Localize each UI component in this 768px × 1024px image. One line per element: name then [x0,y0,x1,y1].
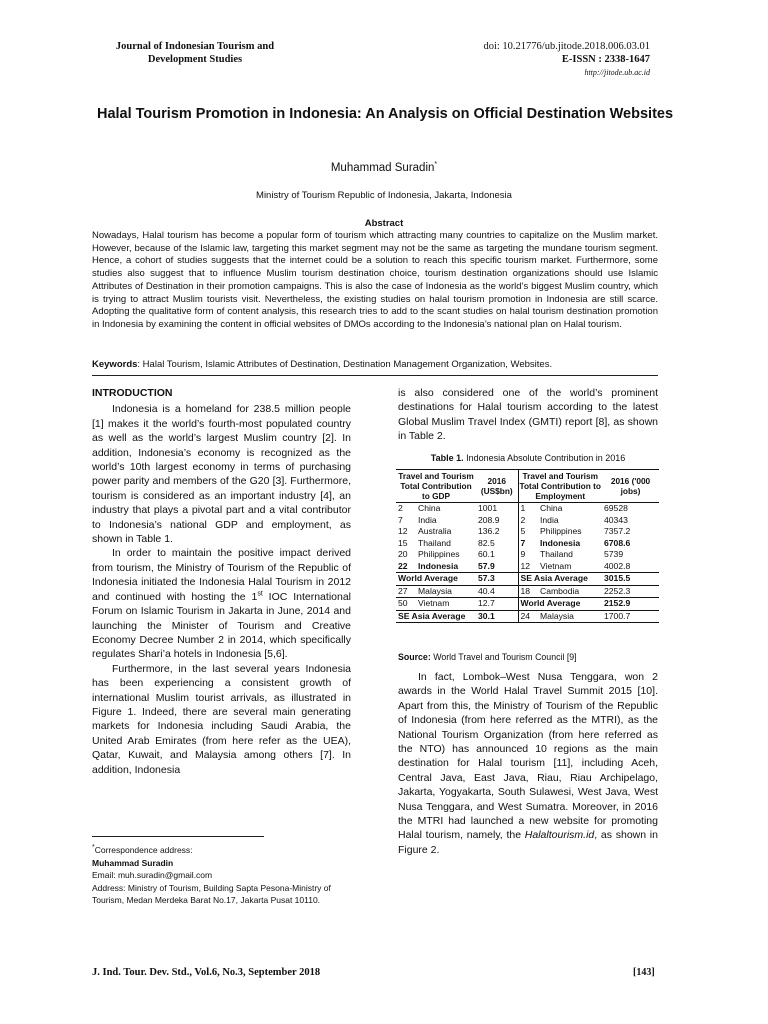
table-row [396,503,659,515]
table-1 [396,469,659,623]
table-cell: Vietnam [416,598,476,611]
table-cell: Thailand [418,537,451,548]
table-cell: China [418,503,441,513]
footnote-divider [92,836,264,837]
page-number: [143] [633,967,655,978]
table-header-cell: Travel and Tourism Total Contribution to Employment [519,471,601,501]
table-row [396,549,659,561]
table-row [396,598,659,611]
table-cell: 7 [398,514,403,525]
abstract-heading: Abstract [364,218,404,229]
left-column [92,386,351,777]
table-cell: 1700.7 [602,610,659,623]
table-row [396,561,659,573]
footnote [92,844,351,907]
table-cell: 2 [518,515,538,527]
table-cell: World Average [518,598,602,611]
table-source-label: Source: [398,652,431,662]
eissn: E-ISSN : 2338-1647 [561,54,650,65]
table-cell: SE Asia Average [396,610,476,623]
table-cell: 12.7 [476,598,518,611]
table-body [396,503,659,623]
table-cell: 27 [396,585,416,598]
table-cell: 22 [398,560,408,571]
table-cell: 208.9 [478,514,500,525]
journal-identifiers [483,40,650,79]
right-paragraph-2 [398,670,658,857]
footnote-label-line [92,844,351,857]
intro-p2-sup: st [257,590,263,598]
table-header-cell: Travel and Tourism Total Contribution to GDP [398,471,474,501]
table-cell: World Average [396,573,476,586]
table-cell: 5 [518,526,538,538]
table-cell: 50 [396,598,416,611]
table-cell: 69528 [604,503,628,513]
table-cell: 40343 [604,514,628,525]
table-cell: 7 [518,538,538,550]
right-p2-website: Halaltourism.id [524,829,595,842]
table-cell: 136.2 [478,526,500,536]
footnote-address: Address: Ministry of Tourism, Building Sapta Pesona-Ministry of Tourism, Medan Merdeka Barat No.17, Jakarta Pusat 10110. [92,882,331,906]
footnote-email: Email: muh.suradin@gmail.com [92,870,213,881]
right-column-bottom [398,670,658,857]
table-cell: 3015.5 [602,573,659,586]
table-cell: 60.1 [478,549,495,559]
table-cell: Malaysia [538,610,602,623]
table-cell: Indonesia [540,537,581,548]
journal-name [97,40,293,66]
table-row [396,515,659,527]
table-caption-label: Table 1. [430,453,464,463]
table-cell: 20 [398,549,408,559]
keywords [92,359,658,371]
table-cell: 24 [518,610,538,623]
table-cell: China [540,503,563,513]
table-cell: Philippines [540,526,582,536]
table-cell: 2152.9 [602,598,659,611]
table-header-cell: 2016 ('000 jobs) [610,476,651,496]
table-cell: 9 [518,549,538,561]
journal-name-line2: Development Studies [147,54,243,65]
table-cell: 12 [518,561,538,573]
abstract-divider [92,375,658,376]
table-cell: Indonesia [418,560,459,571]
table-header-row [396,470,659,503]
table-cell: 2252.3 [602,585,659,598]
table-cell: Australia [418,526,452,536]
table-cell: 57.3 [476,573,518,586]
table-cell: 12 [398,526,408,536]
doi: doi: 10.21776/ub.jitode.2018.006.03.01 [483,41,650,52]
table-cell: Vietnam [540,560,572,571]
table-cell: Malaysia [416,585,476,598]
intro-p2-part-b: IOC International Forum on Islamic Tourism in Jakarta in June, 2014 and launching the Minister of Tourism and Creative Economy Decree Number 2 in 2014, which specifically regulates Shari’a hotels in Indonesia [5,6]. [92,590,352,661]
footer-citation: J. Ind. Tour. Dev. Std., Vol.6, No.3, September 2018 [92,967,321,978]
table-cell: 57.9 [478,560,495,571]
intro-paragraph-1: Indonesia is a homeland for 238.5 million people [1] makes it the world’s fourth-most populated country as well as the world’s largest Muslim country [2]. In addition, Indonesia’s economy is recognized as the world’s 10th largest economy in terms of purchasing power parity and members of the G20 [3]. Furthermore, tourism is considered as an important industry [4], an industry that plays a pivotal part and a vital contributor to Indonesia’s national GDP and employment, as shown in Table 1. [92,403,351,546]
table-caption [398,453,658,463]
table-row [396,610,659,623]
table-row [396,585,659,598]
table-cell: 82.5 [478,537,495,548]
keywords-label: Keywords [92,359,138,370]
author-name: Muhammad Suradin [330,162,435,174]
table-cell: 40.4 [476,585,518,598]
table-cell: Cambodia [538,585,602,598]
journal-name-line1: Journal of Indonesian Tourism and [115,41,275,52]
author-mark: * [434,161,438,169]
table-cell: 18 [518,585,538,598]
intro-p2-part-a: In order to maintain the positive impact derived from tourism, the Ministry of Tourism of the Republic of Indonesia initiated the Indonesia Halal Tourism in 2012 and continued with hosting the 1 [92,547,351,603]
table-cell: Thailand [540,549,573,559]
table-row [396,573,659,586]
table-cell: 7357.2 [604,526,631,536]
right-p2-part-a: In fact, Lombok–West Nusa Tenggara, won 2 awards in the World Halal Travel Summit 2015 [10]. Apart from this, the Ministry of Tourism of the Republic of Indonesia (from here referred as the MTRI), as the National Tourism Organization (from here referred as the NTO) has announced 10 regions as the main destination for Halal tourism [11], including Aceh, Central Java, East Java, Riau, Riau Archipelago, Jakarta, Yogyakarta, South Sulawesi, West Java, West Nusa Tenggara, and West Sumatra. Moreover, in 2016 the MTRI had launched a new website for promoting Halal tourism, namely, the [398,671,658,842]
table-cell: India [418,514,437,525]
table-cell: 1001 [478,503,498,513]
table-cell: 6708.6 [604,537,631,548]
footnote-mark: * [92,844,95,852]
right-paragraph-1: is also considered one of the world’s prominent destinations for Halal tourism according to the latest Global Muslim Travel Index (GMTI) report [8], as shown in Table 2. [398,387,658,443]
table-source [398,652,660,662]
paper-title: Halal Tourism Promotion in Indonesia: An Analysis on Official Destination Websites [96,106,674,122]
right-column-top [398,386,658,444]
table-cell: 30.1 [476,610,518,623]
table-cell: 5739 [604,549,624,559]
intro-paragraph-3: Furthermore, in the last several years Indonesia has been experiencing a consistent growth of international Muslim tourist arrivals, as illustrated in Figure 1. Indeed, there are several main generating markets for Indonesia including Saudi Arabia, the United Arab Emirates (from here refer as the UEA), Qatar, Kuwait, and Malaysia among others [7]. In addition, Indonesia [92,662,351,776]
abstract-text: Nowadays, Halal tourism has become a popular form of tourism which attracting many countries to capitalize on the Muslim market. However, because of the Islamic law, targeting this market segment may not be the same as targeting the mundane tourism segment. Hence, a cohort of studies suggests that the internet could be a solution to reach this specific tourism market. Furthermore, some studies also suggest that to influence Muslim tourism destination choice, tourism destination organizations should use Islamic Attributes of Destination in their promotion campaigns. This is also the case of Indonesia as the world’s biggest Muslim country, which is trying to attract Muslim tourists visit. Nevertheless, the existing studies on halal tourism promotion in Indonesia are still scarce. Adopting the qualitative form of content analysis, this research tries to add to the scant studies on halal tourism destination promotion in Indonesia by examining the content in official websites of DMOs according to the Indonesia’s national plan on Halal tourism. [92,230,658,330]
table-cell: 15 [398,537,408,548]
table-cell: 1 [518,503,538,515]
footnote-label: Correspondence address: [94,845,193,855]
footnote-name: Muhammad Suradin [92,857,174,868]
table-cell: Philippines [418,549,460,559]
table-cell: 4002.8 [604,560,631,571]
author-line [0,162,768,174]
affiliation: Ministry of Tourism Republic of Indonesia, Jakarta, Indonesia [256,190,512,201]
intro-paragraph-2 [92,546,351,661]
table-caption-text: Indonesia Absolute Contribution in 2016 [463,453,626,463]
table-source-text: World Travel and Tourism Council [9] [430,652,577,662]
keywords-text: : Halal Tourism, Islamic Attributes of Destination, Destination Management Organization, Websites. [137,359,553,370]
table-header-cell: 2016 (US$bn) [480,476,513,496]
journal-url[interactable]: http://jitode.ub.ac.id [584,68,650,77]
right-p2-part-b: , as shown in Figure 2. [398,829,658,856]
section-heading-introduction: INTRODUCTION [92,387,173,399]
table-cell: 2 [398,503,403,513]
table-row [396,538,659,550]
table-cell: India [540,514,559,525]
table-cell: SE Asia Average [518,573,602,586]
table-row [396,526,659,538]
